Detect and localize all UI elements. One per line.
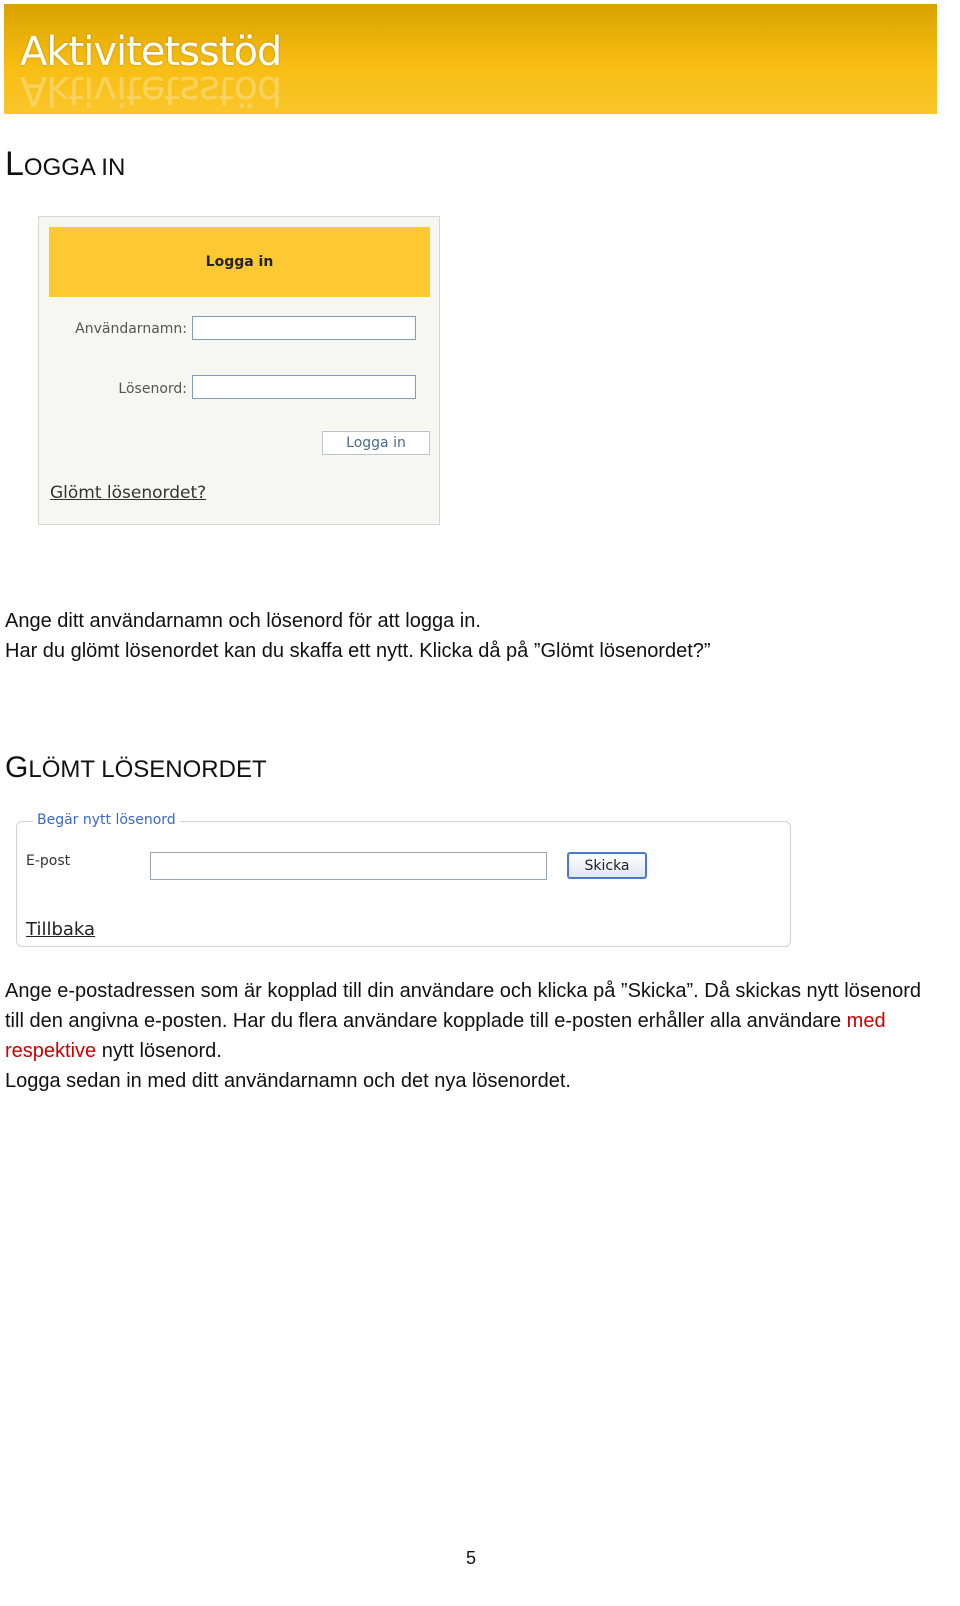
send-button[interactable]: Skicka xyxy=(567,852,647,879)
forgot-instructions-para: Ange e-postadressen som är kopplad till din användare och klicka på ”Skicka”. Då skickas nytt lösenord till den angivna e-posten. Har du flera användare kopplade till e-posten erhåller alla användare med respektive nytt lösenord. xyxy=(5,980,922,1062)
password-input[interactable] xyxy=(192,375,416,399)
email-input[interactable] xyxy=(150,852,547,880)
forgot-instructions-line2: Logga sedan in med ditt användarnamn och det nya lösenordet. xyxy=(5,1070,571,1092)
login-instructions-line2: Har du glömt lösenordet kan du skaffa ett nytt. Klicka då på ”Glömt lösenordet?” xyxy=(5,640,711,662)
highlight-text: med respektive xyxy=(5,1010,886,1062)
page-number: 5 xyxy=(466,1548,477,1568)
login-instructions xyxy=(5,606,945,666)
logo xyxy=(20,29,282,113)
login-instructions-line1: Ange ditt användarnamn och lösenord för att logga in. xyxy=(5,610,481,632)
fieldset-legend: Begär nytt lösenord xyxy=(33,812,180,828)
request-password-fieldset xyxy=(16,812,791,947)
login-button[interactable]: Logga in xyxy=(322,431,430,455)
logo-reflection: Aktivitetsstöd xyxy=(20,67,282,113)
login-panel xyxy=(38,216,440,525)
password-label: Lösenord: xyxy=(118,381,187,397)
email-label: E-post xyxy=(26,853,71,869)
section-heading-login: LOGGA IN xyxy=(5,145,126,183)
forgot-password-link[interactable]: Glömt lösenordet? xyxy=(50,483,207,503)
username-label: Användarnamn: xyxy=(75,321,187,337)
section-heading-forgot: GLÖMT LÖSENORDET xyxy=(5,751,267,784)
login-panel-title: Logga in xyxy=(49,227,430,297)
username-input[interactable] xyxy=(192,316,416,340)
logo-text: Aktivitetsstöd xyxy=(20,29,282,75)
header-banner xyxy=(4,4,937,114)
forgot-instructions xyxy=(5,976,945,1096)
back-link[interactable]: Tillbaka xyxy=(26,919,96,940)
